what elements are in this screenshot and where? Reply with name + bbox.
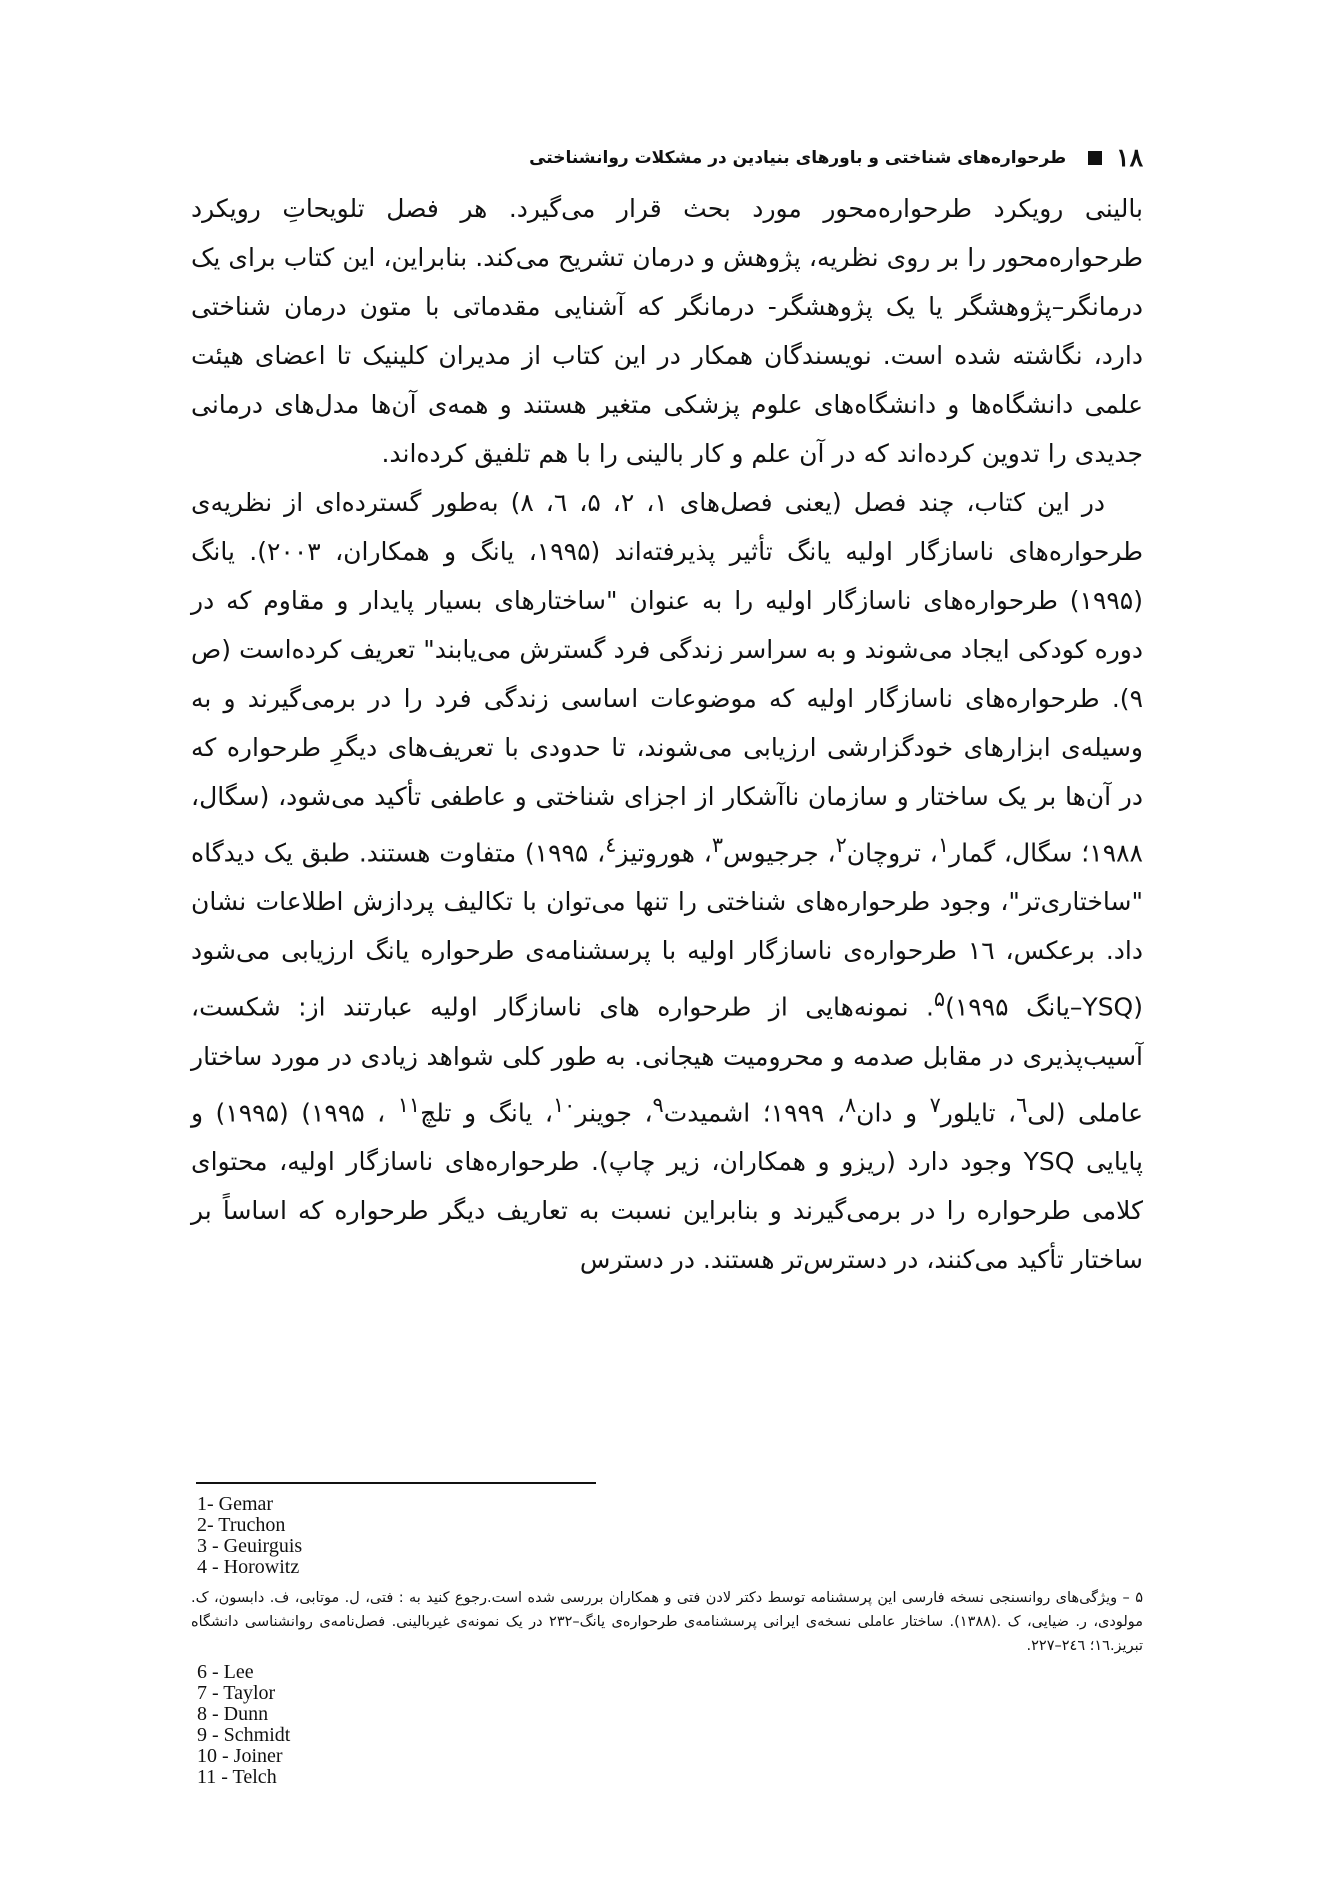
text-run: ، یانگ و تلچ: [420, 1097, 553, 1127]
text-run: . نمونه‌هایی از طرحواره های ناسازگار اولیه عبارتند از: شکست، آسیب‌پذیری در مقابل صدمه و محرومیت هیجانی. به طور کلی شواهد زیادی در مورد ساختار عاملی (لی: [191, 992, 1144, 1127]
footnote-11: 11 - Telch: [197, 1766, 277, 1788]
text-run: ، جرجیوس: [723, 838, 836, 868]
text-run: ، تایلور: [940, 1097, 1017, 1127]
footnote-mark: ۸: [844, 1092, 857, 1117]
footnote-mark: ۱۱: [397, 1092, 421, 1117]
paragraph-1: بالینی رویکرد طرحواره‌محور مورد بحث قرار می‌گیرد. هر فصل تلویحاتِ رویکرد طرحواره‌محور را بر روی نظریه، پژوهش و درمان تشریح می‌کند. بنابراین، این کتاب برای یک درمانگر–پژوهشگر یا یک پژوهشگر- درمانگر که آشنایی مقدماتی با متون درمان شناختی دارد، نگاشته شده است. نویسندگان همکار در این کتاب از مدیران کلینیک تا اعضای هیئت علمی دانشگاه‌ها و دانشگاه‌های علوم پزشکی متغیر هستند و همه‌ی آن‌ها مدل‌های درمانی جدیدی را تدوین کرده‌اند که در آن علم و کار بالینی را با هم تلفیق کرده‌اند.: [191, 194, 1143, 468]
footnotes-group-a: [197, 1494, 302, 1578]
footnote-mark: ۵: [933, 987, 946, 1012]
text-run: در این کتاب، چند فصل (یعنی فصل‌های ۱، ۲، ۵، ٦، ۸) به‌طور گسترده‌ای از نظریه‌ی طرحواره‌های ناسازگار اولیه یانگ تأثیر پذیرفته‌اند (۱۹۹۵، یانگ و همکاران، ۲۰۰۳). یانگ (۱۹۹۵) طرحواره‌های ناسازگار اولیه را به عنوان "ساختارهای بسیار پایدار و مقاوم که در دوره کودکی ایجاد می‌شوند و به سراسر زندگی فرد گسترش می‌یابند" تعریف کرده‌است (ص ۹). طرحواره‌های ناسازگار اولیه که موضوعات اساسی زندگی فرد را در برمی‌گیرند و به وسیله‌ی ابزارهای خودگزارشی ارزیابی می‌شوند، تا حدودی با تعریف‌های دیگرِ طرحواره که در آن‌ها بر یک ساختار و سازمان ناآشکار از اجزای شناختی و عاطفی تأکید می‌شود، (سگال، ۱۹۸۸؛ سگال، گمار: [191, 488, 1144, 868]
text-run: ، جوینر: [575, 1097, 653, 1127]
text-run: ، تروچان: [846, 838, 938, 868]
running-title: طرحواره‌های شناختی و باورهای بنیادین در مشکلات روانشناختی: [529, 148, 1067, 168]
header-square-icon: [1088, 151, 1102, 165]
paragraph-2: [191, 478, 1143, 1284]
footnote-mark: ٤: [605, 833, 617, 857]
footnote-2: 2- Truchon: [197, 1514, 286, 1536]
footnote-3: 3 - Geuirguis: [197, 1535, 303, 1557]
page-number: ۱۸: [1116, 145, 1143, 172]
footnote-divider: [196, 1482, 596, 1484]
footnote-9: 9 - Schmidt: [197, 1724, 291, 1746]
footnote-8: 8 - Dunn: [197, 1703, 269, 1725]
footnote-mark: ۷: [929, 1092, 941, 1117]
footnote-7: 7 - Taylor: [197, 1682, 276, 1704]
footnote-5: ۵ – ویژگی‌های روانسنجی نسخه فارسی این پرسشنامه توسط دکتر لادن فتی و همکاران بررسی شده است.رجوع کنید به : فتی، ل. موتابی، ف. دابسون، ک. مولودی، ر. ضیایی، ک .(۱۳۸۸). ساختار عاملی نسخه‌ی ایرانی پرسشنامه‌ی طرحواره‌ی یانگ–۲۳۲ در یک نمونه‌ی غیربالینی. فصل‌نامه‌ی روانشناسی دانشگاه تبریز.۱٦؛ ۲٤٦–۲۲۷.: [191, 1590, 1143, 1654]
footnote-mark: ۳: [711, 833, 724, 857]
footnote-mark: ۲: [835, 833, 847, 857]
running-header: [196, 138, 1143, 178]
footnote-mark: ۱۰: [552, 1092, 576, 1117]
text-run: ، هوروتیز: [616, 838, 712, 868]
footnote-6: 6 - Lee: [197, 1661, 254, 1683]
footnote-mark: ۹: [652, 1092, 664, 1117]
footnote-4: 4 - Horowitz: [197, 1556, 300, 1578]
footnote-10: 10 - Joiner: [197, 1745, 283, 1767]
footnote-mark: ۱: [937, 833, 950, 857]
footnote-mark: ٦: [1016, 1092, 1028, 1117]
text-run: ، ۱۹۹۹؛ اشمیدت: [663, 1097, 845, 1127]
body-text: [191, 184, 1143, 1284]
footnote-1: 1- Gemar: [197, 1493, 274, 1515]
text-run: ، ۱۹۹۵) متفاوت هستند. طبق یک دیدگاه "ساختاری‌تر"، وجود طرحواره‌های شناختی را تنها می‌توان با تکالیف پردازش اطلاعات نشان داد. برعکس، ۱٦ طرحواره‌ی ناسازگار اولیه با پرسشنامه‌ی طرحواره یانگ ارزیابی می‌شود (YSQ–یانگ ۱۹۹۵): [191, 838, 1144, 1022]
text-run: و دان: [856, 1097, 930, 1127]
footnotes-group-b: [197, 1662, 290, 1788]
text-run: ، ۱۹۹۵) (۱۹۹۵) و پایایی YSQ وجود دارد (ریزو و همکاران، زیر چاپ). طرحواره‌های ناسازگار اولیه، محتوای کلامی طرحواره را در برمی‌گیرند و بنابراین نسبت به تعاریف دیگر طرحواره که اساساً بر ساختار تأکید می‌کنند، در دسترس‌تر هستند. در دسترس: [191, 1097, 1143, 1274]
